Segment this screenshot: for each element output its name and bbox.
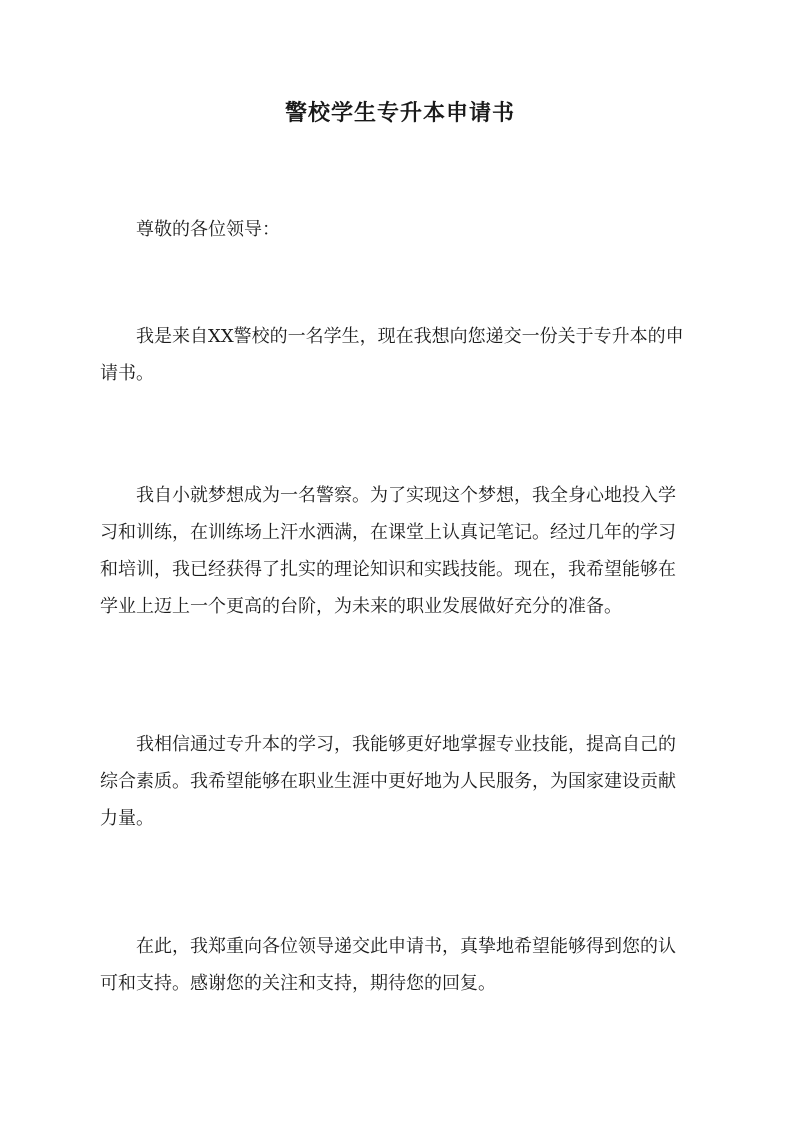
paragraph-line: 综合素质。我希望能够在职业生涯中更好地为人民服务，为国家建设贡献: [100, 771, 676, 792]
paragraph-line: 我是来自XX警校的一名学生，现在我想向您递交一份关于专升本的申: [136, 326, 684, 347]
paragraph-line: 请书。: [100, 363, 154, 384]
document-title: 警校学生专升本申请书: [284, 100, 515, 126]
salutation: 尊敬的各位领导：: [136, 219, 280, 240]
paragraph-line: 学业上迈上一个更高的台阶，为未来的职业发展做好充分的准备。: [100, 596, 622, 617]
paragraph-belief: [100, 726, 700, 837]
paragraph-line: 我相信通过专升本的学习，我能够更好地掌握专业技能，提高自己的: [136, 734, 676, 755]
paragraph-line: 和培训，我已经获得了扎实的理论知识和实践技能。现在，我希望能够在: [100, 559, 676, 580]
paragraph-line: 力量。: [100, 808, 154, 829]
paragraph-line: 我自小就梦想成为一名警察。为了实现这个梦想，我全身心地投入学: [136, 485, 676, 506]
paragraph-line: 习和训练，在训练场上汗水洒满，在课堂上认真记笔记。经过几年的学习: [100, 522, 676, 543]
paragraph-dream: [100, 477, 700, 625]
paragraph-line: 可和支持。感谢您的关注和支持，期待您的回复。: [100, 973, 496, 994]
paragraph-closing: [100, 928, 700, 1002]
paragraph-line: 在此，我郑重向各位领导递交此申请书，真挚地希望能够得到您的认: [136, 936, 676, 957]
paragraph-intro: [100, 318, 700, 392]
